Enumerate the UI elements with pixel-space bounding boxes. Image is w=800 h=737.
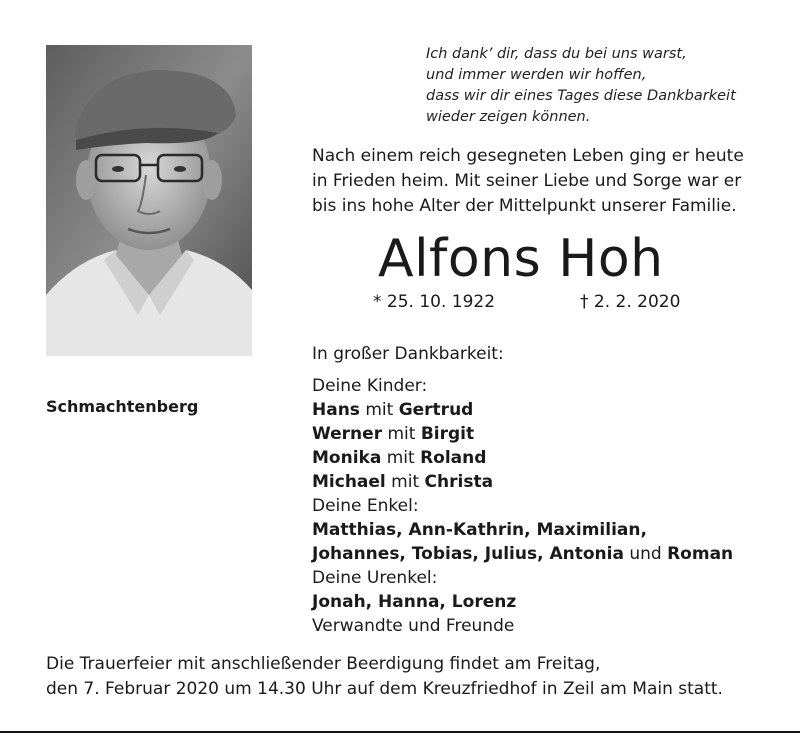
quote-line: Ich dank’ dir, dass du bei uns warst, xyxy=(426,46,687,62)
death-date: † 2. 2. 2020 xyxy=(580,292,681,312)
bottom-rule xyxy=(0,731,800,733)
portrait-photo xyxy=(46,45,252,356)
partner-name: Roland xyxy=(420,448,487,468)
connector: mit xyxy=(365,400,394,420)
deceased-name: Alfons Hoh xyxy=(378,229,664,289)
child-name: Werner xyxy=(312,424,383,444)
child-row xyxy=(312,470,733,494)
child-row xyxy=(312,422,733,446)
grandchildren-names: Matthias, Ann-Kathrin, Maximilian, xyxy=(312,520,647,540)
birth-date: * 25. 10. 1922 xyxy=(373,292,496,312)
partner-name: Christa xyxy=(424,472,494,492)
great-grandchildren-label: Deine Urenkel: xyxy=(312,568,438,588)
connector: mit xyxy=(387,424,416,444)
relatives-line: Verwandte und Freunde xyxy=(312,616,515,636)
child-row xyxy=(312,446,733,470)
portrait-illustration xyxy=(46,45,252,356)
grandchildren-names: Johannes, Tobias, Julius, Antonia xyxy=(312,544,624,564)
quote-line: und immer werden wir hoffen, xyxy=(426,67,647,83)
quote-line: wieder zeigen können. xyxy=(426,109,591,125)
child-name: Michael xyxy=(312,472,386,492)
great-grandchildren-names: Jonah, Hanna, Lorenz xyxy=(312,592,517,612)
memorial-quote xyxy=(426,44,736,128)
intro-text xyxy=(312,144,744,219)
children-label: Deine Kinder: xyxy=(312,376,428,396)
partner-name: Birgit xyxy=(420,424,475,444)
child-name: Hans xyxy=(312,400,360,420)
grandchildren-line xyxy=(312,518,733,542)
quote-line: dass wir dir eines Tages diese Dankbarkeit xyxy=(426,88,736,104)
grandchild-last-name: Roman xyxy=(667,544,734,564)
partner-name: Gertrud xyxy=(398,400,474,420)
hometown: Schmachtenberg xyxy=(46,397,199,416)
intro-line: bis ins hohe Alter der Mittelpunkt unserer Familie. xyxy=(312,196,737,216)
family-heading: In großer Dankbarkeit: xyxy=(312,344,504,364)
family-list xyxy=(312,342,733,638)
intro-line: in Frieden heim. Mit seiner Liebe und Sorge war er xyxy=(312,171,742,191)
funeral-line: Die Trauerfeier mit anschließender Beerdigung findet am Freitag, xyxy=(46,654,601,674)
funeral-notice xyxy=(46,652,723,702)
child-name: Monika xyxy=(312,448,382,468)
intro-line: Nach einem reich gesegneten Leben ging er heute xyxy=(312,146,744,166)
connector: und xyxy=(629,544,662,564)
connector: mit xyxy=(386,448,415,468)
connector: mit xyxy=(391,472,420,492)
great-grandchildren-line xyxy=(312,590,733,614)
grandchildren-label: Deine Enkel: xyxy=(312,496,419,516)
grandchildren-line xyxy=(312,542,733,566)
funeral-line: den 7. Februar 2020 um 14.30 Uhr auf dem Kreuzfriedhof in Zeil am Main statt. xyxy=(46,679,723,699)
child-row xyxy=(312,398,733,422)
